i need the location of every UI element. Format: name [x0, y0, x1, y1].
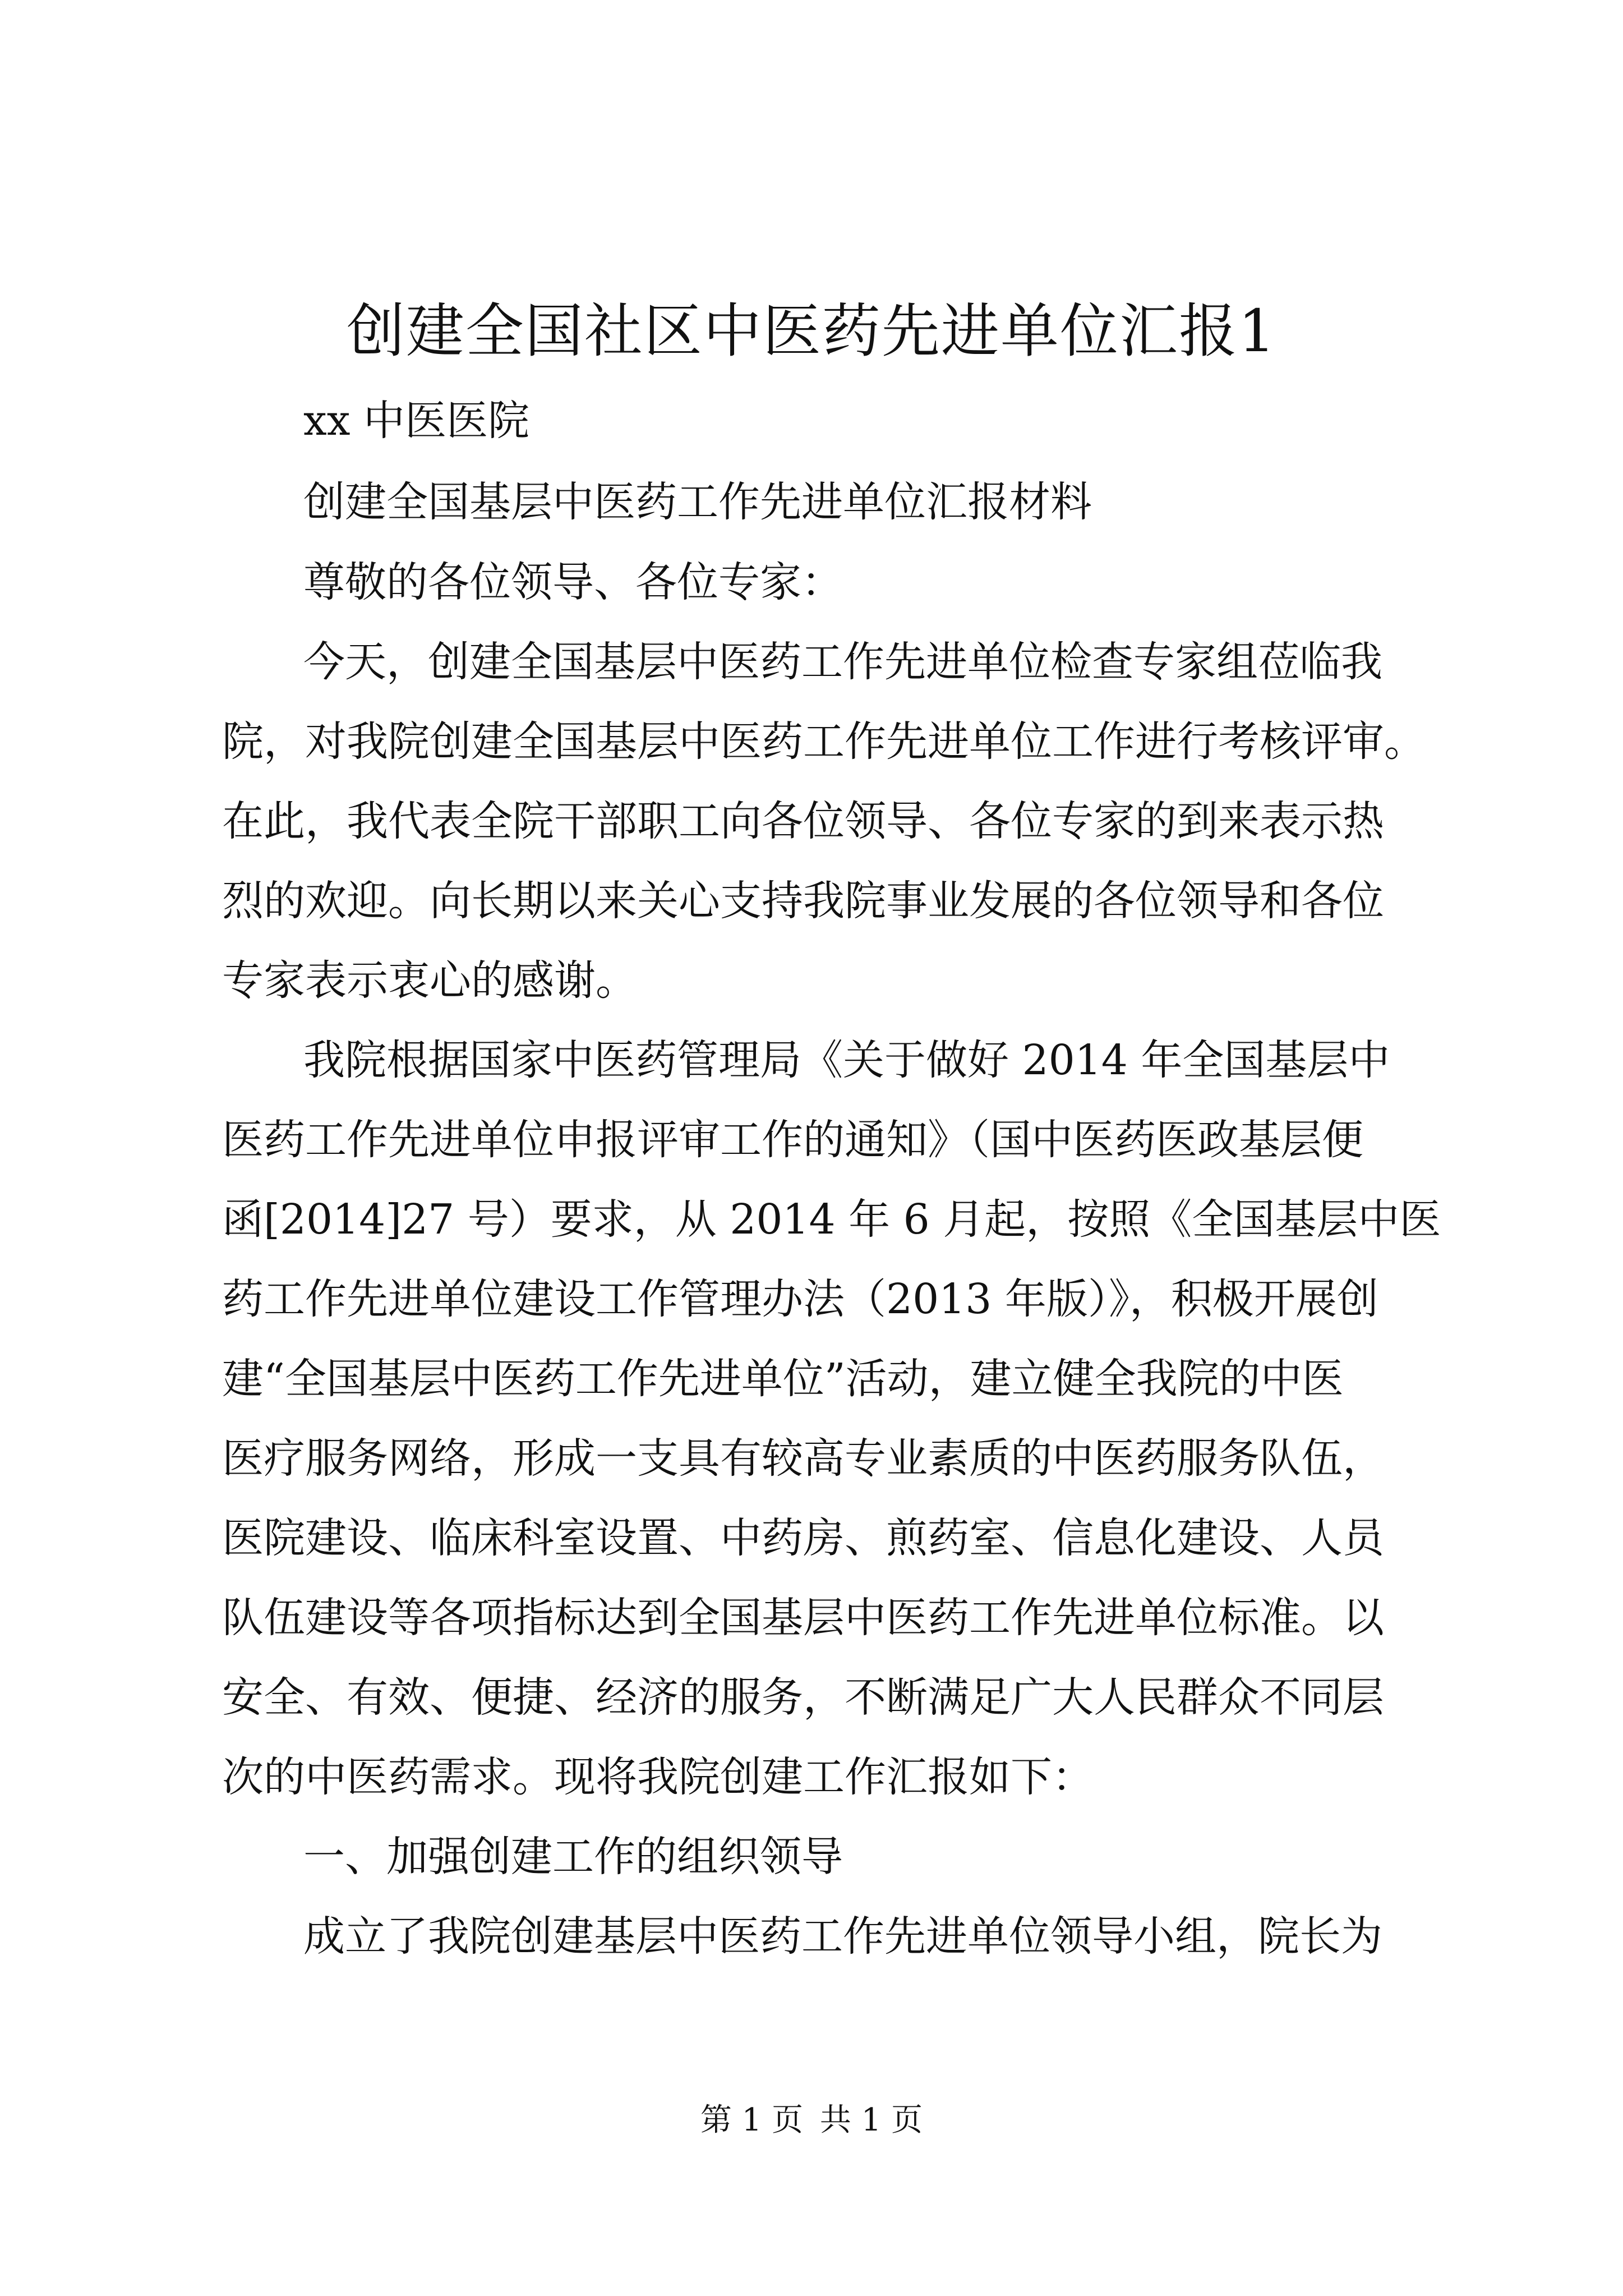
paragraph-line: 函[2014]27 号）要求，从 2014 年 6 月起，按照《全国基层中医 — [222, 1195, 1441, 1244]
paragraph-line: 院，对我院创建全国基层中医药工作先进单位工作进行考核评审。 — [222, 717, 1426, 766]
paragraph-line: 我院根据国家中医药管理局《关于做好 2014 年全国基层中 — [303, 1036, 1390, 1084]
page-number: 第 1 页 — [700, 2102, 804, 2138]
paragraph-line: 专家表示衷心的感谢。 — [222, 956, 637, 1005]
page-total: 共 1 页 — [819, 2102, 923, 2138]
hospital-name: xx 中医医院 — [303, 397, 529, 445]
paragraph-line: 今天，创建全国基层中医药工作先进单位检查专家组莅临我 — [303, 638, 1382, 686]
paragraph-line: 在此，我代表全院干部职工向各位领导、各位专家的到来表示热 — [222, 797, 1384, 845]
salutation: 尊敬的各位领导、各位专家： — [303, 558, 843, 606]
paragraph-line: 医疗服务网络，形成一支具有较高专业素质的中医药服务队伍， — [222, 1434, 1384, 1483]
paragraph-line: 药工作先进单位建设工作管理办法（2013 年版）》，积极开展创 — [222, 1275, 1378, 1323]
report-subtitle: 创建全国基层中医药工作先进单位汇报材料 — [303, 478, 1092, 526]
document-title: 创建全国社区中医药先进单位汇报1 — [346, 297, 1277, 365]
page-footer — [0, 2101, 1623, 2140]
paragraph-line: 医院建设、临床科室设置、中药房、煎药室、信息化建设、人员 — [222, 1514, 1384, 1562]
paragraph-line: 医药工作先进单位申报评审工作的通知》（国中医药医政基层便 — [222, 1116, 1363, 1164]
paragraph-line: 安全、有效、便捷、经济的服务，不断满足广大人民群众不同层 — [222, 1673, 1384, 1722]
section-heading: 一、加强创建工作的组织领导 — [303, 1833, 843, 1881]
paragraph-line: 成立了我院创建基层中医药工作先进单位领导小组，院长为 — [303, 1912, 1382, 1961]
paragraph-line: 建“全国基层中医药工作先进单位”活动，建立健全我院的中医 — [222, 1355, 1344, 1403]
paragraph-line: 烈的欢迎。向长期以来关心支持我院事业发展的各位领导和各位 — [222, 877, 1384, 925]
paragraph-line: 次的中医药需求。现将我院创建工作汇报如下： — [222, 1753, 1094, 1801]
paragraph-line: 队伍建设等各项指标达到全国基层中医药工作先进单位标准。以 — [222, 1594, 1384, 1642]
